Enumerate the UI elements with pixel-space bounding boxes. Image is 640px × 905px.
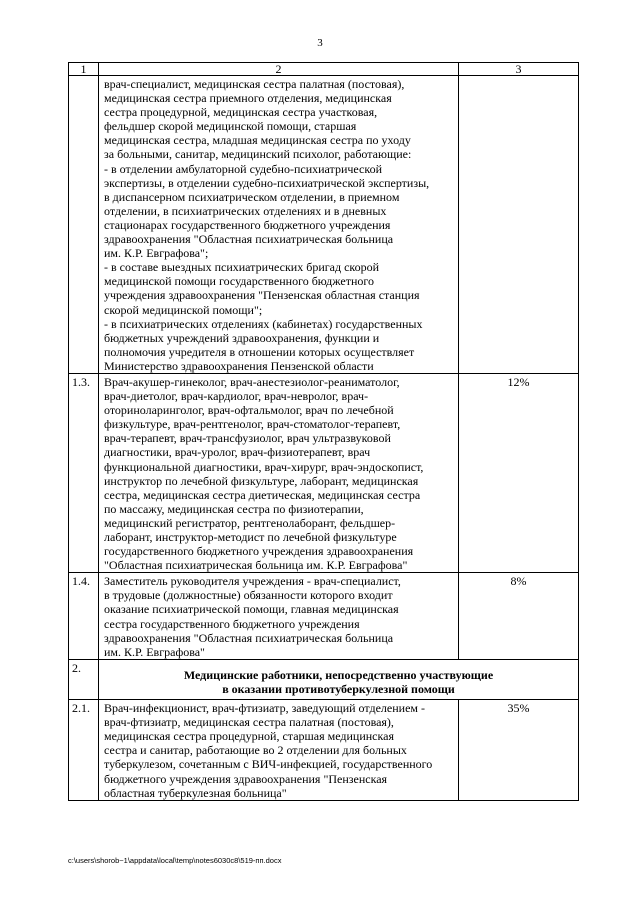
text-line: - в отделении амбулаторной судебно-психиатрической [104, 161, 382, 176]
text-line: медицинская сестра, младшая медицинская сестра по уходу [104, 133, 411, 148]
row-number: 1.3. [69, 373, 99, 572]
row-description [99, 373, 459, 572]
text-line: им. К.Р. Евграфова" [104, 644, 205, 659]
text-line: стационарах государственного бюджетного учреждения [104, 217, 391, 232]
text-line: - в составе выездных психиатрических бригад скорой [104, 260, 380, 275]
text-line: государственного бюджетного учреждения здравоохранения [104, 544, 414, 559]
text-line: медицинская сестра процедурной, старшая медицинская [104, 729, 394, 744]
row-description [99, 700, 459, 801]
text-line: им. К.Р. Евграфова"; [104, 246, 209, 261]
text-line: скорой медицинской помощи"; [104, 302, 263, 317]
text-line: туберкулезом, сочетанным с ВИЧ-инфекцией, государственного [104, 757, 433, 772]
row-number: 2.1. [69, 700, 99, 801]
text-line: отделении, в психиатрических отделениях и в дневных [104, 203, 387, 218]
text-line: инструктор по лечебной физкультуре, лаборант, медицинская [104, 473, 419, 488]
header-col-1: 1 [69, 63, 99, 76]
text-line: здравоохранения "Областная психиатрическая больница [104, 232, 394, 247]
text-line: врач-терапевт, врач-трансфузиолог, врач ультразвуковой [104, 431, 391, 446]
text-line: оториноларинголог, врач-офтальмолог, врач по лечебной [104, 403, 394, 418]
text-line: сестра процедурной, медицинская сестра участковая, [104, 105, 378, 120]
text-line: врач-специалист, медицинская сестра палатная (постовая), [104, 77, 405, 91]
text-line: сестра и санитар, работающие во 2 отделении для больных [104, 743, 407, 758]
text-line: за больными, санитар, медицинский психолог, работающие: [104, 147, 412, 162]
text-line: медицинская сестра приемного отделения, медицинская [104, 91, 392, 106]
page-number: 3 [317, 37, 323, 49]
text-line: "Областная психиатрическая больница им. К.Р. Евграфова" [104, 558, 408, 573]
text-line: Министерство здравоохранения Пензенской области [104, 358, 374, 373]
text-line: - в психиатрических отделениях (кабинетах) государственных [104, 316, 423, 331]
text-line: Заместитель руководителя учреждения - врач-специалист, [104, 574, 401, 589]
text-line: здравоохранения "Областная психиатрическая больница [104, 630, 394, 645]
text-line: в трудовые (должностные) обязанности которого входит [104, 588, 393, 603]
text-line: полномочия учредителя в отношении которых осуществляет [104, 344, 415, 359]
section-row [69, 659, 579, 699]
coefficients-table [68, 62, 579, 801]
table-header-row [69, 63, 579, 76]
row-description [99, 76, 459, 374]
text-line: сестра государственного бюджетного учреждения [104, 616, 360, 631]
text-line: врач-диетолог, врач-кардиолог, врач-невролог, врач- [104, 389, 369, 404]
header-col-3: 3 [459, 63, 579, 76]
text-line: диагностики, врач-уролог, врач-физиотерапевт, врач [104, 445, 371, 460]
text-line: областная туберкулезная больница" [104, 785, 287, 800]
text-line: медицинской помощи государственного бюджетного [104, 274, 375, 289]
text-line: экспертизы, в отделении судебно-психиатрической экспертизы, [104, 175, 430, 190]
text-line: Врач-акушер-гинеколог, врач-анестезиолог-реаниматолог, [104, 374, 400, 389]
text-line: лаборант, инструктор-методист по лечебной физкультуре [104, 530, 397, 544]
section-title-line: в оказании противотуберкулезной помощи [222, 681, 455, 696]
table-row [69, 700, 579, 801]
row-description [99, 573, 459, 660]
text-line: бюджетных учреждений здравоохранения, функции и [104, 330, 380, 345]
row-percent: 12% [459, 373, 579, 572]
text-line: по массажу, медицинская сестра по физиотерапии, [104, 501, 364, 516]
text-line: учреждения здравоохранения "Пензенская областная станция [104, 288, 420, 303]
text-line: функциональной диагностики, врач-хирург, врач-эндоскопист, [104, 459, 424, 474]
section-number: 2. [69, 659, 99, 699]
section-title-line: Медицинские работники, непосредственно участвующие [183, 667, 494, 682]
section-title [99, 659, 579, 699]
row-percent: 8% [459, 573, 579, 660]
text-line: бюджетного учреждения здравоохранения "Пензенская [104, 771, 388, 786]
table-row [69, 373, 579, 572]
text-line: сестра, медицинская сестра диетическая, медицинская сестра [104, 487, 421, 502]
text-line: в диспансерном психиатрическом отделении, в приемном [104, 189, 400, 204]
text-line: медицинский регистратор, рентгенолаборант, фельдшер- [104, 515, 396, 530]
table-row [69, 573, 579, 660]
row-number: 1.4. [69, 573, 99, 660]
table-row [69, 76, 579, 374]
text-line: физкультуре, врач-рентгенолог, врач-стоматолог-терапевт, [104, 417, 401, 432]
text-line: врач-фтизиатр, медицинская сестра палатная (постовая), [104, 715, 394, 730]
row-percent: 35% [459, 700, 579, 801]
row-number [69, 76, 99, 374]
header-col-2: 2 [99, 63, 459, 76]
text-line: оказание психиатрической помощи, главная медицинская [104, 602, 399, 617]
row-percent [459, 76, 579, 374]
file-path-footer: c:\users\shorob~1\appdata\local\temp\notes6030c8\519-пп.docx [68, 856, 282, 865]
text-line: Врач-инфекционист, врач-фтизиатр, заведующий отделением - [104, 701, 425, 716]
text-line: фельдшер скорой медицинской помощи, старшая [104, 119, 357, 134]
